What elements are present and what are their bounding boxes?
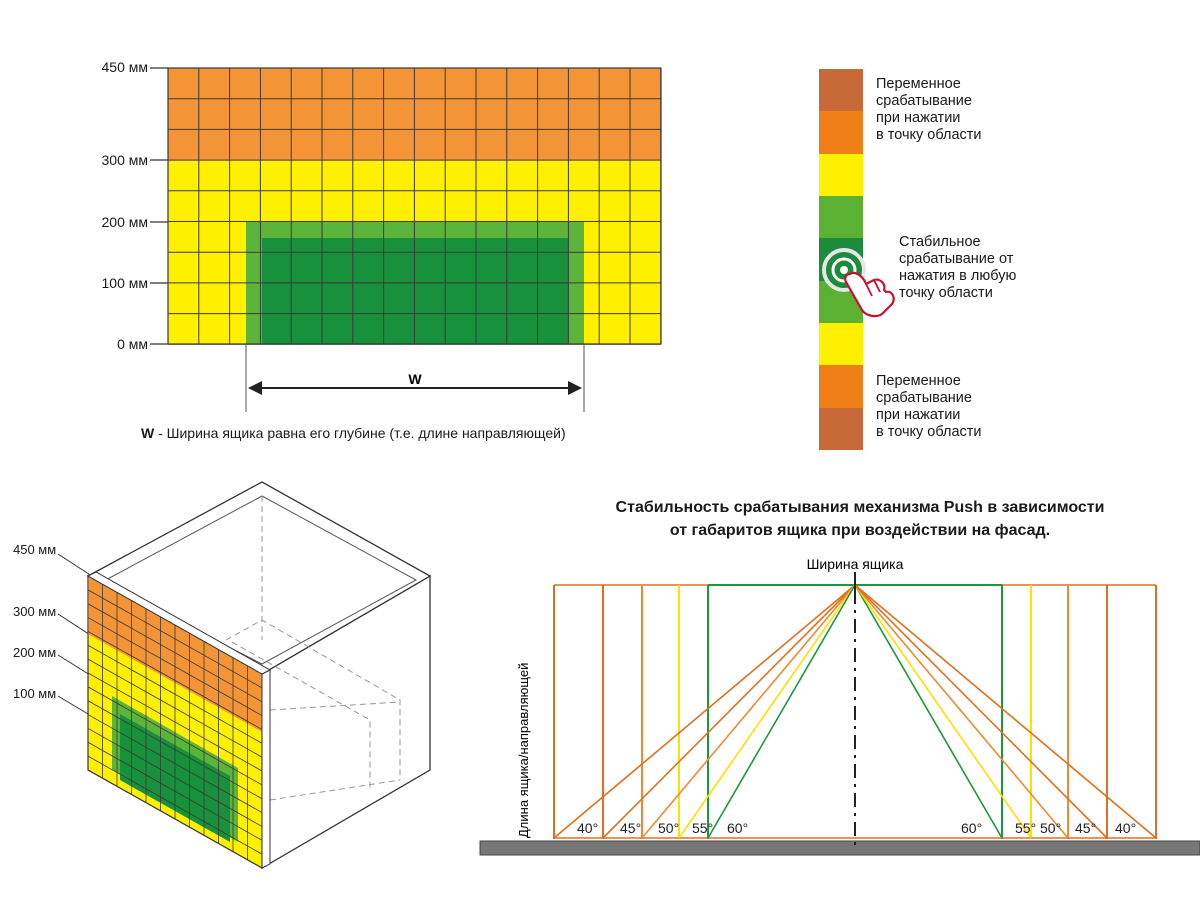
iso-label-450: 450 мм [13,542,57,557]
legend-top-text: Переменное срабатывание при нажатии в точку области [876,76,982,143]
width-label: Ширина ящика [806,556,904,572]
caption-text: - Ширина ящика равна его глубине (т.е. длине направляющей) [154,425,566,441]
angle-right-55: 55° [1015,820,1037,836]
angle-right-60: 60° [961,820,983,836]
grid-svg [0,0,700,460]
y-ticks [150,68,168,344]
floor [480,841,1200,855]
legend-band [819,154,863,196]
caption-w: W [141,425,155,441]
angle-left-40: 40° [577,820,599,836]
y-label-200: 200 мм [101,214,148,230]
legend-band [819,323,863,365]
legend-bottom-text: Переменное срабатывание при нажатии в точку области [876,373,982,440]
y-label-300: 300 мм [101,152,148,168]
y-label-450: 450 мм [101,59,148,75]
iso-label-200: 200 мм [13,645,57,660]
angle-right-50: 50° [1040,820,1062,836]
y-label-100: 100 мм [101,275,148,291]
angle-left-45: 45° [620,820,642,836]
legend-band [819,365,863,407]
w-label: W [408,371,422,387]
y-label-0: 0 мм [117,336,148,352]
angle-right-45: 45° [1075,820,1097,836]
angle-left-60: 60° [727,820,749,836]
iso-label-100: 100 мм [13,686,57,701]
side-label: Длина ящика/направляющей [516,662,531,838]
angle-labels [577,820,1136,836]
iso-label-300: 300 мм [13,604,57,619]
grid-caption [141,425,566,441]
finger-press-icon [812,232,902,322]
angle-left-55: 55° [692,820,714,836]
angle-title-line2: от габаритов ящика при воздействии на фасад. [669,522,1051,539]
angle-right-40: 40° [1115,820,1137,836]
legend-band [819,408,863,450]
dark-green-zone [262,238,568,344]
angle-left-50: 50° [658,820,680,836]
legend-band [819,111,863,153]
legend-band [819,69,863,111]
angle-title-line1: Стабильность срабатывания механизма Push в зависимости [615,499,1105,516]
legend-mid-text: Стабильное срабатывание от нажатия в любую точку области [899,234,1017,301]
iso-svg [0,470,470,900]
angle-svg [470,550,1200,900]
